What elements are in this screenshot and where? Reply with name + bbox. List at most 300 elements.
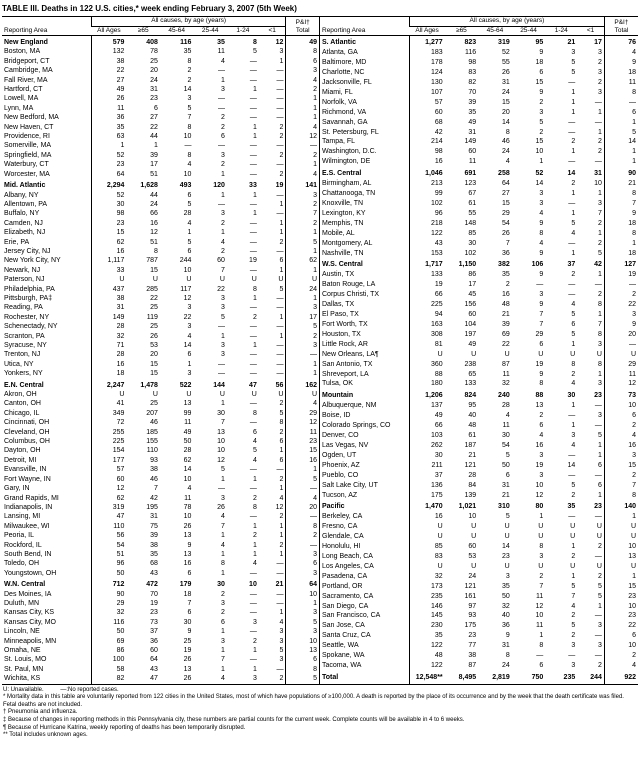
value-cell: 2: [221, 609, 225, 617]
value-cell: 149: [464, 138, 477, 146]
value-cell: 55: [501, 59, 510, 67]
value-cell: 1: [221, 76, 225, 84]
table-row: [2, 637, 320, 646]
value-cell: 8: [187, 57, 192, 65]
value-cell: 5: [571, 219, 576, 227]
value-cell: 20: [150, 351, 158, 359]
value-cell: 10: [217, 438, 225, 446]
value-cell: 218: [410, 219, 445, 229]
table-row: [320, 48, 638, 58]
value-cell: 11: [536, 592, 544, 600]
value-cell: 20: [286, 503, 320, 512]
reporting-area-cell: Kansas City, KS: [4, 609, 55, 617]
table-row: [320, 421, 638, 431]
value-cell: 70: [150, 590, 158, 598]
col-header-pni-total: P&I† Total: [286, 17, 320, 36]
value-cell: 1: [604, 512, 638, 522]
value-cell: 1: [286, 113, 320, 122]
value-cell: 87: [468, 662, 477, 670]
col-header-1-24: 1-24: [227, 26, 259, 36]
value-cell: 824: [464, 392, 477, 400]
value-cell: 7: [571, 592, 576, 600]
value-cell: —: [249, 569, 257, 577]
value-cell: 4: [571, 229, 576, 237]
value-cell: 62: [183, 456, 192, 464]
value-cell: 37: [567, 261, 576, 269]
col-header-ge65: ≥65: [445, 26, 479, 36]
table-row: [320, 117, 638, 127]
reporting-area-cell: Wilmington, DE: [322, 158, 371, 166]
value-cell: 14: [501, 543, 510, 551]
value-cell: —: [276, 351, 284, 359]
value-cell: 28: [501, 402, 510, 410]
value-cell: 19: [410, 280, 445, 290]
reporting-area-cell: Dayton, OH: [4, 447, 41, 455]
table-row: [320, 340, 638, 350]
value-cell: 2,294: [91, 179, 126, 190]
value-cell: 49: [286, 36, 320, 48]
value-cell: 214: [410, 137, 445, 147]
value-cell: 12: [183, 294, 192, 302]
value-cell: 6: [539, 340, 544, 348]
value-cell: 28: [468, 471, 477, 479]
value-cell: 1: [279, 550, 284, 558]
value-cell: 13: [535, 402, 544, 410]
value-cell: 2: [221, 247, 225, 255]
value-cell: 787: [146, 257, 158, 265]
value-cell: —: [217, 485, 225, 493]
value-cell: 8: [604, 490, 638, 500]
value-cell: 5: [187, 200, 192, 208]
value-cell: 62: [91, 238, 126, 247]
value-cell: 33: [91, 266, 126, 275]
value-cell: 1,021: [458, 503, 477, 511]
value-cell: 119: [146, 313, 158, 321]
value-cell: 26: [183, 656, 192, 664]
value-cell: 116: [180, 39, 192, 46]
value-cell: 3: [286, 341, 320, 350]
table-row: [2, 219, 320, 228]
value-cell: 60: [468, 543, 477, 551]
value-cell: U: [504, 523, 510, 531]
value-cell: —: [594, 281, 602, 289]
value-cell: 1: [252, 665, 257, 673]
value-cell: 30: [410, 451, 445, 461]
reporting-area-cell: Austin, TX: [322, 271, 355, 279]
value-cell: 3: [597, 412, 602, 420]
table-row: [320, 591, 638, 601]
value-cell: 53: [150, 342, 158, 349]
value-cell: 1: [252, 133, 257, 141]
value-cell: —: [217, 142, 225, 150]
value-cell: 95: [468, 402, 477, 410]
value-cell: 36: [501, 622, 510, 630]
value-cell: 66: [150, 210, 158, 218]
value-cell: 5: [539, 118, 544, 126]
value-cell: —: [568, 471, 576, 479]
value-cell: 712: [91, 578, 126, 589]
reporting-area-cell: Trenton, NJ: [4, 351, 41, 359]
table-row: [2, 294, 320, 303]
value-cell: 1: [279, 522, 284, 530]
value-cell: —: [249, 351, 257, 359]
value-cell: 4: [571, 441, 576, 449]
value-cell: 35: [501, 271, 510, 279]
value-cell: 11: [468, 158, 477, 166]
value-cell: 23: [91, 160, 126, 169]
value-cell: 3: [286, 66, 320, 75]
value-cell: 15: [150, 360, 158, 368]
value-cell: —: [249, 266, 257, 274]
reporting-area-cell: Savannah, GA: [322, 118, 368, 126]
value-cell: 7: [221, 522, 225, 530]
value-cell: 6: [252, 428, 257, 436]
value-cell: 6: [286, 559, 320, 568]
value-cell: —: [568, 451, 576, 459]
value-cell: 5: [279, 409, 284, 417]
value-cell: 50: [183, 438, 192, 446]
value-cell: 5: [286, 322, 320, 331]
reporting-area-cell: Berkeley, CA: [322, 513, 363, 521]
value-cell: 1: [252, 86, 257, 94]
value-cell: 7: [539, 320, 544, 328]
value-cell: —: [594, 632, 602, 640]
reporting-area-cell: Dallas, TX: [322, 301, 355, 309]
value-cell: U: [604, 562, 638, 572]
value-cell: 3: [252, 675, 257, 683]
value-cell: 161: [464, 592, 477, 600]
value-cell: 21: [501, 311, 510, 319]
value-cell: 28: [91, 350, 126, 359]
reporting-area-cell: Total: [322, 674, 339, 682]
table-row: [2, 313, 320, 322]
value-cell: 99: [410, 189, 445, 199]
value-cell: —: [276, 210, 284, 218]
value-cell: 4: [187, 485, 192, 493]
value-cell: 4: [221, 57, 225, 65]
value-cell: 35: [91, 123, 126, 132]
value-cell: 11: [217, 48, 225, 56]
value-cell: 19: [249, 257, 257, 265]
region-total-row: [320, 389, 638, 401]
value-cell: 1: [597, 370, 602, 378]
value-cell: 1: [597, 451, 602, 459]
value-cell: 47: [150, 675, 158, 683]
value-cell: 7: [505, 239, 510, 247]
value-cell: 60: [91, 475, 126, 484]
value-cell: 35: [468, 108, 477, 116]
value-cell: 10: [286, 637, 320, 646]
value-cell: 2: [221, 114, 225, 122]
value-cell: 97: [468, 602, 477, 610]
reporting-area-cell: El Paso, TX: [322, 311, 359, 319]
table-row: [320, 78, 638, 88]
value-cell: 1: [571, 209, 576, 217]
table-row: [320, 58, 638, 68]
value-cell: 6: [187, 351, 192, 359]
value-cell: 5: [597, 432, 602, 440]
value-cell: 39: [501, 320, 510, 328]
value-cell: 84: [468, 481, 477, 489]
value-cell: 5: [597, 582, 602, 590]
value-cell: —: [286, 484, 320, 493]
table-row: [320, 441, 638, 451]
value-cell: 3: [597, 69, 602, 77]
value-cell: —: [249, 104, 257, 112]
value-cell: 32: [410, 572, 445, 582]
reporting-area-cell: Peoria, IL: [4, 532, 34, 540]
value-cell: 10: [604, 601, 638, 611]
table-row: [2, 522, 320, 531]
reporting-area-cell: Glendale, CA: [322, 533, 364, 541]
value-cell: 16: [410, 157, 445, 167]
value-cell: 1: [286, 294, 320, 303]
reporting-area-cell: New Haven, CT: [4, 123, 54, 131]
value-cell: 14: [567, 461, 576, 469]
value-cell: 2: [252, 637, 257, 645]
value-cell: 37: [410, 470, 445, 480]
value-cell: 3: [597, 340, 602, 348]
value-cell: 213: [410, 179, 445, 189]
value-cell: 51: [150, 170, 158, 178]
value-cell: 185: [146, 428, 158, 436]
value-cell: 69: [501, 330, 510, 338]
reporting-area-cell: Akron, OH: [4, 391, 37, 399]
value-cell: 4: [252, 438, 257, 446]
value-cell: 71: [91, 341, 126, 350]
reporting-area-cell: Wichita, KS: [4, 675, 41, 683]
value-cell: 1: [539, 513, 544, 521]
region-total-row: [320, 500, 638, 512]
value-cell: 25: [183, 637, 192, 645]
value-cell: 1: [221, 229, 225, 237]
value-cell: 3: [286, 569, 320, 578]
value-cell: 11: [91, 104, 126, 113]
value-cell: 43: [150, 665, 158, 673]
reporting-area-cell: E.S. Central: [322, 170, 362, 178]
value-cell: 349: [91, 409, 126, 418]
value-cell: 30: [91, 200, 126, 209]
value-cell: 2: [221, 161, 225, 169]
value-cell: —: [249, 142, 257, 150]
value-cell: 23: [604, 591, 638, 601]
reporting-area-cell: Chicago, IL: [4, 409, 40, 417]
value-cell: 1: [286, 94, 320, 103]
reporting-area-cell: Fort Worth, TX: [322, 320, 368, 328]
reporting-area-cell: Des Moines, IA: [4, 590, 52, 598]
value-cell: 1: [604, 117, 638, 127]
reporting-area-cell: Utica, NY: [4, 360, 34, 368]
value-cell: U: [286, 275, 320, 284]
value-cell: 60: [468, 148, 477, 156]
value-cell: 8: [279, 419, 284, 427]
value-cell: 1,470: [410, 500, 445, 512]
value-cell: 50: [91, 627, 126, 636]
value-cell: 4: [252, 456, 257, 464]
region-total-row: [320, 36, 638, 49]
value-cell: 8: [571, 360, 576, 368]
value-cell: 110: [146, 447, 158, 455]
value-cell: 16: [410, 512, 445, 522]
value-cell: —: [249, 590, 257, 598]
table-row: [2, 428, 320, 437]
reporting-area-cell: Tucson, AZ: [322, 491, 358, 499]
value-cell: 3: [221, 86, 225, 94]
value-cell: 240: [498, 392, 510, 400]
value-cell: 2: [279, 513, 284, 521]
value-cell: 140: [604, 500, 638, 512]
value-cell: 11: [604, 78, 638, 88]
value-cell: 156: [464, 301, 477, 309]
value-cell: 5: [571, 59, 576, 67]
value-cell: 10: [604, 542, 638, 552]
table-row: [320, 611, 638, 621]
value-cell: 18: [183, 590, 192, 598]
value-cell: 3: [597, 642, 602, 650]
value-cell: 22: [604, 621, 638, 631]
value-cell: 5: [187, 104, 192, 112]
value-cell: 17: [468, 281, 477, 289]
value-cell: 64: [91, 170, 126, 179]
value-cell: 230: [410, 621, 445, 631]
value-cell: 7: [221, 419, 225, 427]
value-cell: U: [504, 533, 510, 541]
table-row: [320, 411, 638, 421]
value-cell: 5: [571, 481, 576, 489]
value-cell: 2: [286, 151, 320, 160]
value-cell: U: [286, 390, 320, 399]
value-cell: 1: [571, 402, 576, 410]
value-cell: U: [251, 391, 257, 399]
value-cell: 1: [604, 157, 638, 167]
reporting-area-cell: South Bend, IN: [4, 550, 52, 558]
value-cell: —: [276, 161, 284, 169]
reporting-area-cell: Lansing, MI: [4, 513, 41, 521]
value-cell: 45: [468, 291, 477, 299]
value-cell: 22: [501, 340, 510, 348]
table-header-left: [2, 17, 320, 36]
value-cell: 15: [604, 582, 638, 592]
value-cell: 23: [501, 553, 510, 561]
value-cell: 10: [249, 581, 257, 589]
value-cell: —: [217, 360, 225, 368]
value-cell: 211: [410, 461, 445, 471]
value-cell: —: [249, 247, 257, 255]
reporting-area-cell: Toledo, OH: [4, 560, 40, 568]
table-row: [2, 47, 320, 56]
value-cell: 19: [150, 599, 158, 607]
value-cell: 56: [91, 531, 126, 540]
reporting-area-cell: Lincoln, NE: [4, 628, 40, 636]
value-cell: 9: [604, 58, 638, 68]
value-cell: 133: [410, 270, 445, 280]
value-cell: 39: [468, 98, 477, 106]
value-cell: 1: [286, 160, 320, 169]
value-cell: —: [594, 553, 602, 561]
value-cell: 1: [279, 485, 284, 493]
value-cell: —: [276, 370, 284, 378]
table-row: [320, 88, 638, 98]
table-row: [320, 522, 638, 532]
value-cell: 2: [604, 290, 638, 300]
value-cell: 27: [150, 114, 158, 122]
table-row: [320, 179, 638, 189]
value-cell: 85: [410, 542, 445, 552]
value-cell: 9: [539, 88, 544, 96]
value-cell: 1,206: [410, 389, 445, 401]
table-header-right: [320, 17, 638, 36]
value-cell: —: [568, 652, 576, 660]
value-cell: 4: [571, 301, 576, 309]
value-cell: 50: [501, 592, 510, 600]
value-cell: 162: [286, 379, 320, 390]
value-cell: 6: [187, 569, 192, 577]
value-cell: 2: [571, 180, 576, 188]
value-cell: U: [504, 562, 510, 570]
reporting-area-cell: Rockford, IL: [4, 541, 42, 549]
reporting-area-cell: Richmond, VA: [322, 108, 367, 116]
reporting-area-cell: Omaha, NE: [4, 647, 41, 654]
value-cell: 149: [91, 313, 126, 322]
value-cell: 24: [286, 285, 320, 294]
value-cell: 9: [187, 541, 192, 549]
value-cell: 16: [183, 560, 192, 568]
value-cell: 49: [183, 428, 192, 436]
reporting-area-cell: W.S. Central: [322, 261, 363, 269]
value-cell: 3: [187, 95, 192, 103]
value-cell: 244: [179, 257, 192, 265]
region-total-row: [2, 179, 320, 190]
value-cell: 3: [539, 200, 544, 207]
value-cell: 3: [187, 304, 192, 312]
reporting-area-cell: Baltimore, MD: [322, 59, 367, 67]
table-row: [320, 147, 638, 157]
table-row: [2, 66, 320, 75]
table-row: [320, 107, 638, 117]
value-cell: 1: [221, 647, 225, 654]
table-row: [2, 627, 320, 636]
table-row: [320, 359, 638, 369]
value-cell: —: [276, 304, 284, 312]
table-row: [320, 290, 638, 300]
table-row: [2, 85, 320, 94]
reporting-area-cell: Canton, OH: [4, 400, 41, 408]
value-cell: —: [594, 402, 602, 410]
value-cell: 38: [91, 294, 126, 303]
value-cell: 30: [217, 581, 225, 589]
value-cell: 23: [594, 392, 602, 400]
value-cell: 1: [571, 190, 576, 198]
value-cell: 40: [468, 412, 477, 420]
value-cell: 121: [464, 582, 477, 590]
value-cell: 32: [91, 608, 126, 617]
value-cell: 93: [150, 456, 158, 464]
value-cell: 175: [410, 490, 445, 500]
value-cell: 31: [150, 86, 158, 94]
value-cell: 225: [410, 300, 445, 310]
value-cell: 4: [604, 661, 638, 671]
table-row: [320, 552, 638, 562]
value-cell: 12: [535, 491, 544, 499]
region-total-row: [320, 258, 638, 270]
value-cell: —: [249, 200, 257, 208]
reporting-area-cell: Jersey City, NJ: [4, 247, 51, 255]
value-cell: 8: [597, 330, 602, 338]
value-cell: 116: [465, 49, 477, 57]
value-cell: 78: [150, 48, 158, 56]
value-cell: 31: [501, 481, 510, 489]
value-cell: 3: [597, 622, 602, 630]
